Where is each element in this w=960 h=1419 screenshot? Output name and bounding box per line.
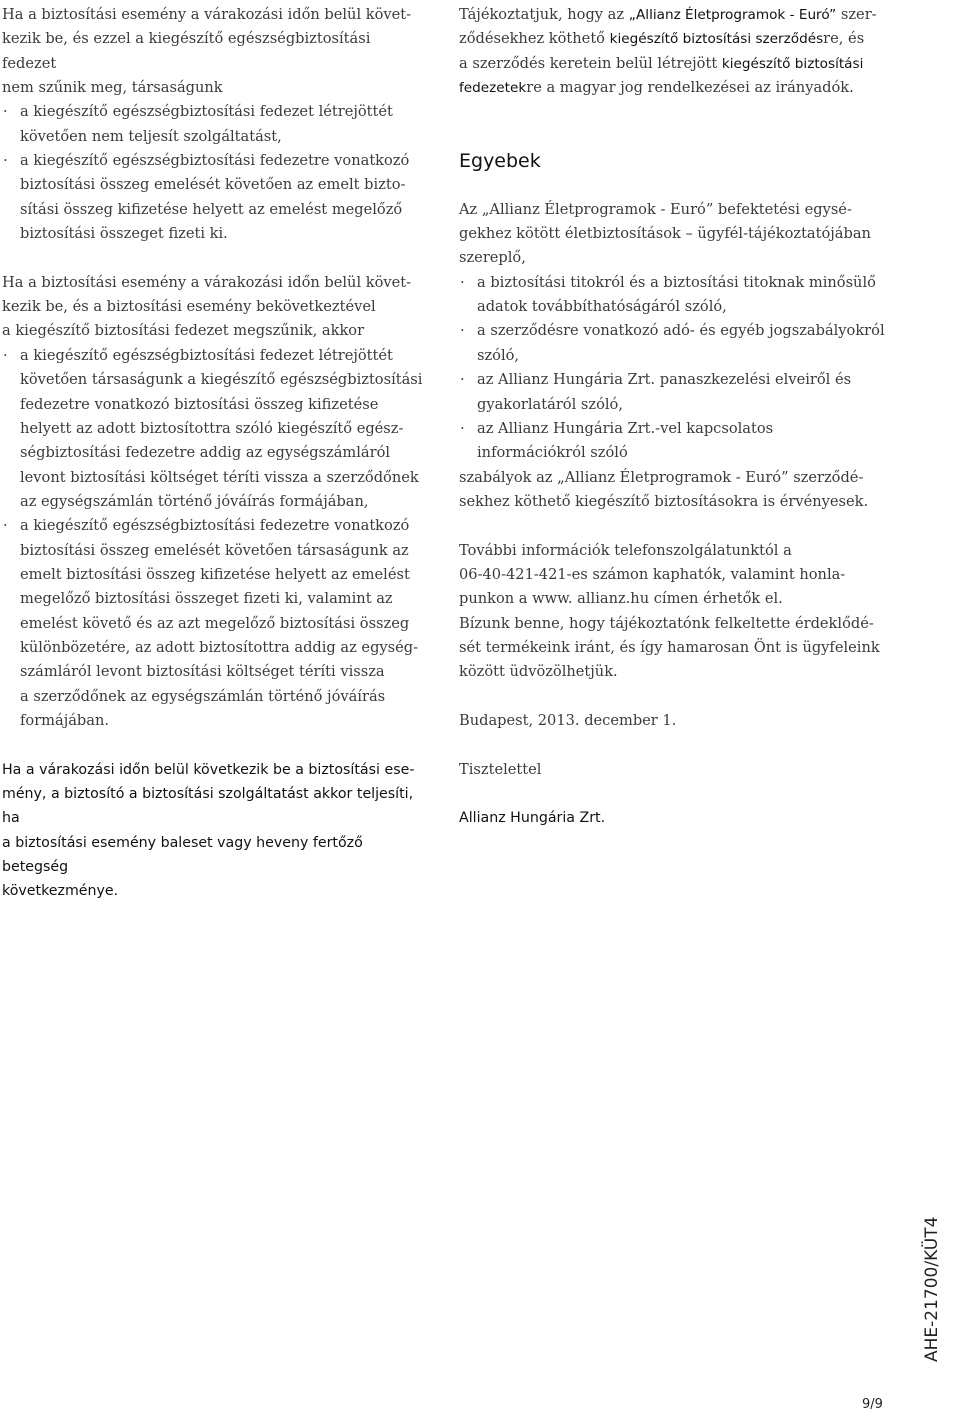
right-column (459, 3, 919, 831)
paragraph-contact: További információk telefonszolgálatunktól a 06-40-421-421-es számon kaphatók, valamint honla- punkon a www. allianz.hu címen érhetők el. Bízunk benne, hogy tájékoztatónk felkeltette érdeklődé- sét termékeink iránt, és így hamarosan Önt is ügyfeleink között üdvözölhetjük. (459, 541, 880, 681)
document-code: AHE-21700/KÜT4 (922, 1216, 942, 1362)
list-item: · a biztosítási titokról és a biztosítási titoknak minősülő adatok továbbíthatóságáról szóló, (459, 271, 919, 320)
paragraph-waiting-period-2: Ha a biztosítási esemény a várakozási időn belül követ- kezik be, és a biztosítási esemény bekövetkeztével a kiegészítő biztosítási fedezet megszűnik, akkor (2, 273, 412, 340)
paragraph-rules: szabályok az „Allianz Életprogramok - Euró” szerződé- sekhez köthető kiegészítő biztosításokra is érvényesek. (459, 468, 869, 510)
intro-paragraph: Tájékoztatjuk, hogy az „Allianz Életprogramok - Euró” szer- ződésekhez köthető kiegészítő biztosítási szerződésre, és a szerződés keretein belül létrejött kiegészítő biztosítási fedezetekre a magyar jog rendelkezései az irányadók. (459, 6, 877, 97)
closing-line: Tisztelettel (459, 760, 542, 778)
list-item: · a kiegészítő egészségbiztosítási fedezetre vonatkozó biztosítási összeg emelését követően az emelt bizto- sítási összeg kifizetése helyett az emelést megelőző biztosítási összeget fizeti ki. (2, 149, 427, 246)
signature: Allianz Hungária Zrt. (459, 810, 606, 827)
list-item: · a kiegészítő egészségbiztosítási fedezetre vonatkozó biztosítási összeg emelését követően társaságunk az emelt biztosítási összeg kifizetése helyett az emelést megelőző biztosítási összeget fizeti ki, valamint az emelést követő és az azt megelőző biztosítási összeg különbözetére, az adott biztosítottra addig az egység- számláról levont biztosítási költséget téríti vissza a szerződőnek az egységszámlán történő jóváírás formájában. (2, 514, 427, 733)
date-line: Budapest, 2013. december 1. (459, 711, 677, 729)
list-item: · az Allianz Hungária Zrt. panaszkezelési elveiről és gyakorlatáról szóló, (459, 368, 919, 417)
left-column (2, 3, 427, 904)
section-heading: Egyebek (459, 150, 541, 173)
paragraph-others: Az „Allianz Életprogramok - Euró” befektetési egysé- gekhez kötött életbiztosítások – ügyfél-tájékoztatójában szereplő, (459, 200, 871, 267)
list-item: · az Allianz Hungária Zrt.-vel kapcsolatos információkról szóló (459, 417, 919, 466)
page-number: 9/9 (862, 1397, 883, 1412)
list-item: · a kiegészítő egészségbiztosítási fedezet létrejöttét követően társaságunk a kiegészítő egészségbiztosítási fedezetre vonatkozó biztosítási összeg kifizetése helyett az adott biztosítottra szóló kiegészítő egész- ségbiztosítási fedezetre addig az egységszámláról levont biztosítási költséget téríti vissza a szerződőnek az egységszámlán történő jóváírás formájában, (2, 344, 427, 514)
bold-note: Ha a várakozási időn belül következik be a biztosítási ese- mény, a biztosító a biztosítási szolgáltatást akkor teljesíti, ha a biztosítási esemény baleset vagy heveny fertőző betegség következménye. (2, 761, 415, 900)
paragraph-waiting-period-1: Ha a biztosítási esemény a várakozási időn belül követ- kezik be, és ezzel a kiegészítő egészségbiztosítási fedezet nem szűnik meg, társaságunk (2, 6, 412, 97)
list-item: · a szerződésre vonatkozó adó- és egyéb jogszabályokról szóló, (459, 319, 919, 368)
list-item: · a kiegészítő egészségbiztosítási fedezet létrejöttét követően nem teljesít szolgáltatást, (2, 100, 427, 149)
